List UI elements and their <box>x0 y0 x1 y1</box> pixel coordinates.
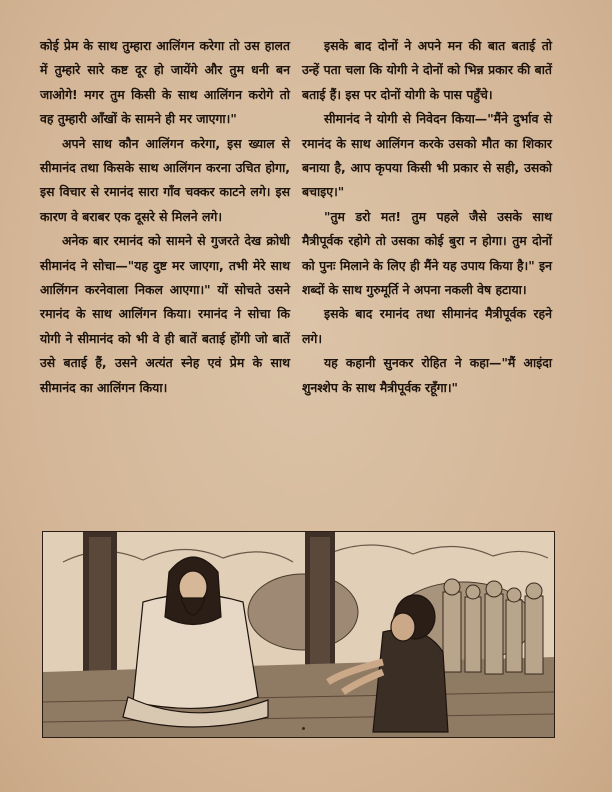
illustration-drawing <box>43 532 554 737</box>
paragraph: अनेक बार रमानंद को सामने से गुजरते देख क्रोधी सीमानंद ने सोचा—"यह दुष्ट मर जाएगा, तभी मेरे साथ आलिंगन करनेवाला निकल आएगा।" यों सोचते उसने रमानंद के साथ आलिंगन किया। रमानंद ने सोचा कि योगी ने सीमानंद को भी वे ही बातें बताई होंगी जो बातें उसे बताई हैं, उसने अत्यंत स्नेह एवं प्रेम के साथ सीमानंद का आलिंगन किया। <box>40 233 290 395</box>
page-mark <box>302 727 305 730</box>
left-text-column <box>40 34 290 400</box>
paragraph: इसके बाद रमानंद तथा सीमानंद मैत्रीपूर्वक रहने लगे। <box>302 306 552 346</box>
right-text-column <box>302 34 552 400</box>
story-illustration <box>42 531 555 738</box>
paragraph: सीमानंद ने योगी से निवेदन किया—"मैंने दुर्भाव से रमानंद के साथ आलिंगन करके उसको मौत का शिकार बनाया है, आप कृपया किसी भी प्रकार से सही, उसको बचाइए।" <box>302 111 552 200</box>
paragraph: यह कहानी सुनकर रोहित ने कहा—"मैं आइंदा शुनश्शेप के साथ मैत्रीपूर्वक रहूँगा।" <box>302 355 552 395</box>
paragraph: अपने साथ कौन आलिंगन करेगा, इस ख्याल से सीमानंद तथा किसके साथ आलिंगन करना उचित होगा, इस विचार से रमानंद सारा गाँव चक्कर काटने लगे। इस कारण वे बराबर एक दूसरे से मिलने लगे। <box>40 135 290 224</box>
paragraph: इसके बाद दोनों ने अपने मन की बात बताई तो उन्हें पता चला कि योगी ने दोनों को भिन्न प्रकार की बातें बताई हैं। इस पर दोनों योगी के पास पहुँचे। <box>302 38 552 102</box>
paragraph: "तुम डरो मत! तुम पहले जैसे उसके साथ मैत्रीपूर्वक रहोगे तो उसका कोई बुरा न होगा। तुम दोनों को पुनः मिलाने के लिए ही मैंने यह उपाय किया है।" इन शब्दों के साथ गुरुमूर्ति ने अपना नकली वेष हटाया। <box>302 208 552 298</box>
paragraph: कोई प्रेम के साथ तुम्हारा आलिंगन करेगा तो उस हालत में तुम्हारे सारे कष्ट दूर हो जायेंगे और तुम धनी बन जाओगे! मगर तुम किसी के साथ आलिंगन करोगे तो वह तुम्हारी आँखों के सामने ही मर जाएगा।" <box>40 38 290 127</box>
